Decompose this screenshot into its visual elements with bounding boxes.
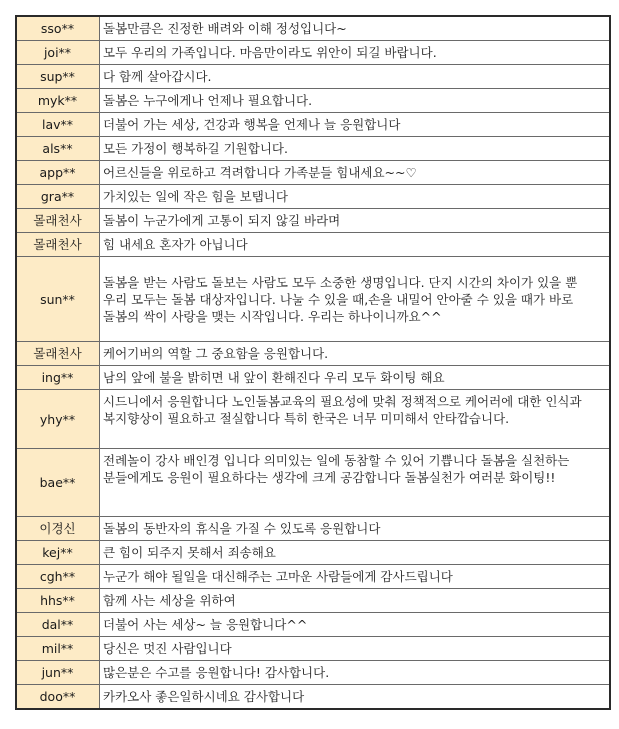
author-name: 이경신 <box>16 517 100 541</box>
message-text: 다 함께 살아갑시다. <box>100 65 611 89</box>
author-name: cgh** <box>16 565 100 589</box>
table-row <box>16 41 610 65</box>
table-row <box>16 257 610 342</box>
message-text: 큰 힘이 되주지 못해서 죄송해요 <box>100 541 611 565</box>
author-name: ing** <box>16 366 100 390</box>
message-text: 시드니에서 응원합니다 노인돌봄교육의 필요성에 맞춰 정책적으로 케어러에 대한 인식과 복지향상이 필요하고 절실합니다 특히 한국은 너무 미미해서 안타깝습니다. <box>100 390 611 449</box>
author-name: joi** <box>16 41 100 65</box>
table-row <box>16 161 610 185</box>
author-name: dal** <box>16 613 100 637</box>
message-text: 함께 사는 세상을 위하여 <box>100 589 611 613</box>
message-text: 모든 가정이 행복하길 기원합니다. <box>100 137 611 161</box>
author-name: mil** <box>16 637 100 661</box>
author-name: 몰래천사 <box>16 209 100 233</box>
table-row <box>16 685 610 710</box>
message-text: 더불어 가는 세상, 건강과 행복을 언제나 늘 응원합니다 <box>100 113 611 137</box>
message-text: 누군가 해야 될일을 대신해주는 고마운 사람들에게 감사드립니다 <box>100 565 611 589</box>
table-row <box>16 390 610 449</box>
table-row <box>16 366 610 390</box>
table-row <box>16 342 610 366</box>
author-name: sun** <box>16 257 100 342</box>
message-text: 돌봄만큼은 진정한 배려와 이해 정성입니다~ <box>100 16 611 41</box>
author-name: 몰래천사 <box>16 233 100 257</box>
author-name: gra** <box>16 185 100 209</box>
message-text: 돌봄의 동반자의 휴식을 가질 수 있도록 응원합니다 <box>100 517 611 541</box>
table-row <box>16 541 610 565</box>
message-text: 케어기버의 역할 그 중요함을 응원합니다. <box>100 342 611 366</box>
support-messages-table <box>15 15 611 710</box>
table-row <box>16 613 610 637</box>
message-text: 가치있는 일에 작은 힘을 보탭니다 <box>100 185 611 209</box>
author-name: kej** <box>16 541 100 565</box>
table-row <box>16 89 610 113</box>
table-row <box>16 16 610 41</box>
message-text: 남의 앞에 불을 밝히면 내 앞이 환해진다 우리 모두 화이팅 해요 <box>100 366 611 390</box>
author-name: yhy** <box>16 390 100 449</box>
author-name: lav** <box>16 113 100 137</box>
author-name: 몰래천사 <box>16 342 100 366</box>
table-row <box>16 185 610 209</box>
message-text: 힘 내세요 혼자가 아닙니다 <box>100 233 611 257</box>
table-row <box>16 113 610 137</box>
author-name: sup** <box>16 65 100 89</box>
author-name: hhs** <box>16 589 100 613</box>
message-text: 더불어 사는 세상~ 늘 응원합니다^^ <box>100 613 611 637</box>
message-text: 어르신들을 위로하고 격려합니다 가족분들 힘내세요~~♡ <box>100 161 611 185</box>
author-name: doo** <box>16 685 100 710</box>
table-row <box>16 517 610 541</box>
message-text: 많은분은 수고를 응원합니다! 감사합니다. <box>100 661 611 685</box>
table-row <box>16 137 610 161</box>
table-row <box>16 565 610 589</box>
message-text: 카카오사 좋은일하시네요 감사합니다 <box>100 685 611 710</box>
message-text: 돌봄은 누구에게나 언제나 필요합니다. <box>100 89 611 113</box>
table-row <box>16 449 610 517</box>
author-name: sso** <box>16 16 100 41</box>
message-text: 당신은 멋진 사람입니다 <box>100 637 611 661</box>
table-row <box>16 637 610 661</box>
author-name: bae** <box>16 449 100 517</box>
table-row <box>16 589 610 613</box>
message-text: 모두 우리의 가족입니다. 마음만이라도 위안이 되길 바랍니다. <box>100 41 611 65</box>
author-name: als** <box>16 137 100 161</box>
author-name: jun** <box>16 661 100 685</box>
table-row <box>16 209 610 233</box>
message-text: 돌봄이 누군가에게 고통이 되지 않길 바라며 <box>100 209 611 233</box>
message-text: 전례놀이 강사 배인경 입니다 의미있는 일에 동참할 수 있어 기쁩니다 돌봄을 실천하는 분들에게도 응원이 필요하다는 생각에 크게 공감합니다 돌봄실천가 여러분 화이팅!! <box>100 449 611 517</box>
author-name: app** <box>16 161 100 185</box>
table-row <box>16 65 610 89</box>
table-row <box>16 661 610 685</box>
author-name: myk** <box>16 89 100 113</box>
message-text: 돌봄을 받는 사람도 돌보는 사람도 모두 소중한 생명입니다. 단지 시간의 차이가 있을 뿐 우리 모두는 돌봄 대상자입니다. 나눌 수 있을 때,손을 내밀어 안아줄 수 있을 때가 바로 돌봄의 싹이 사랑을 맺는 시작입니다. 우리는 하나이니까요^^ <box>100 257 611 342</box>
table-row <box>16 233 610 257</box>
